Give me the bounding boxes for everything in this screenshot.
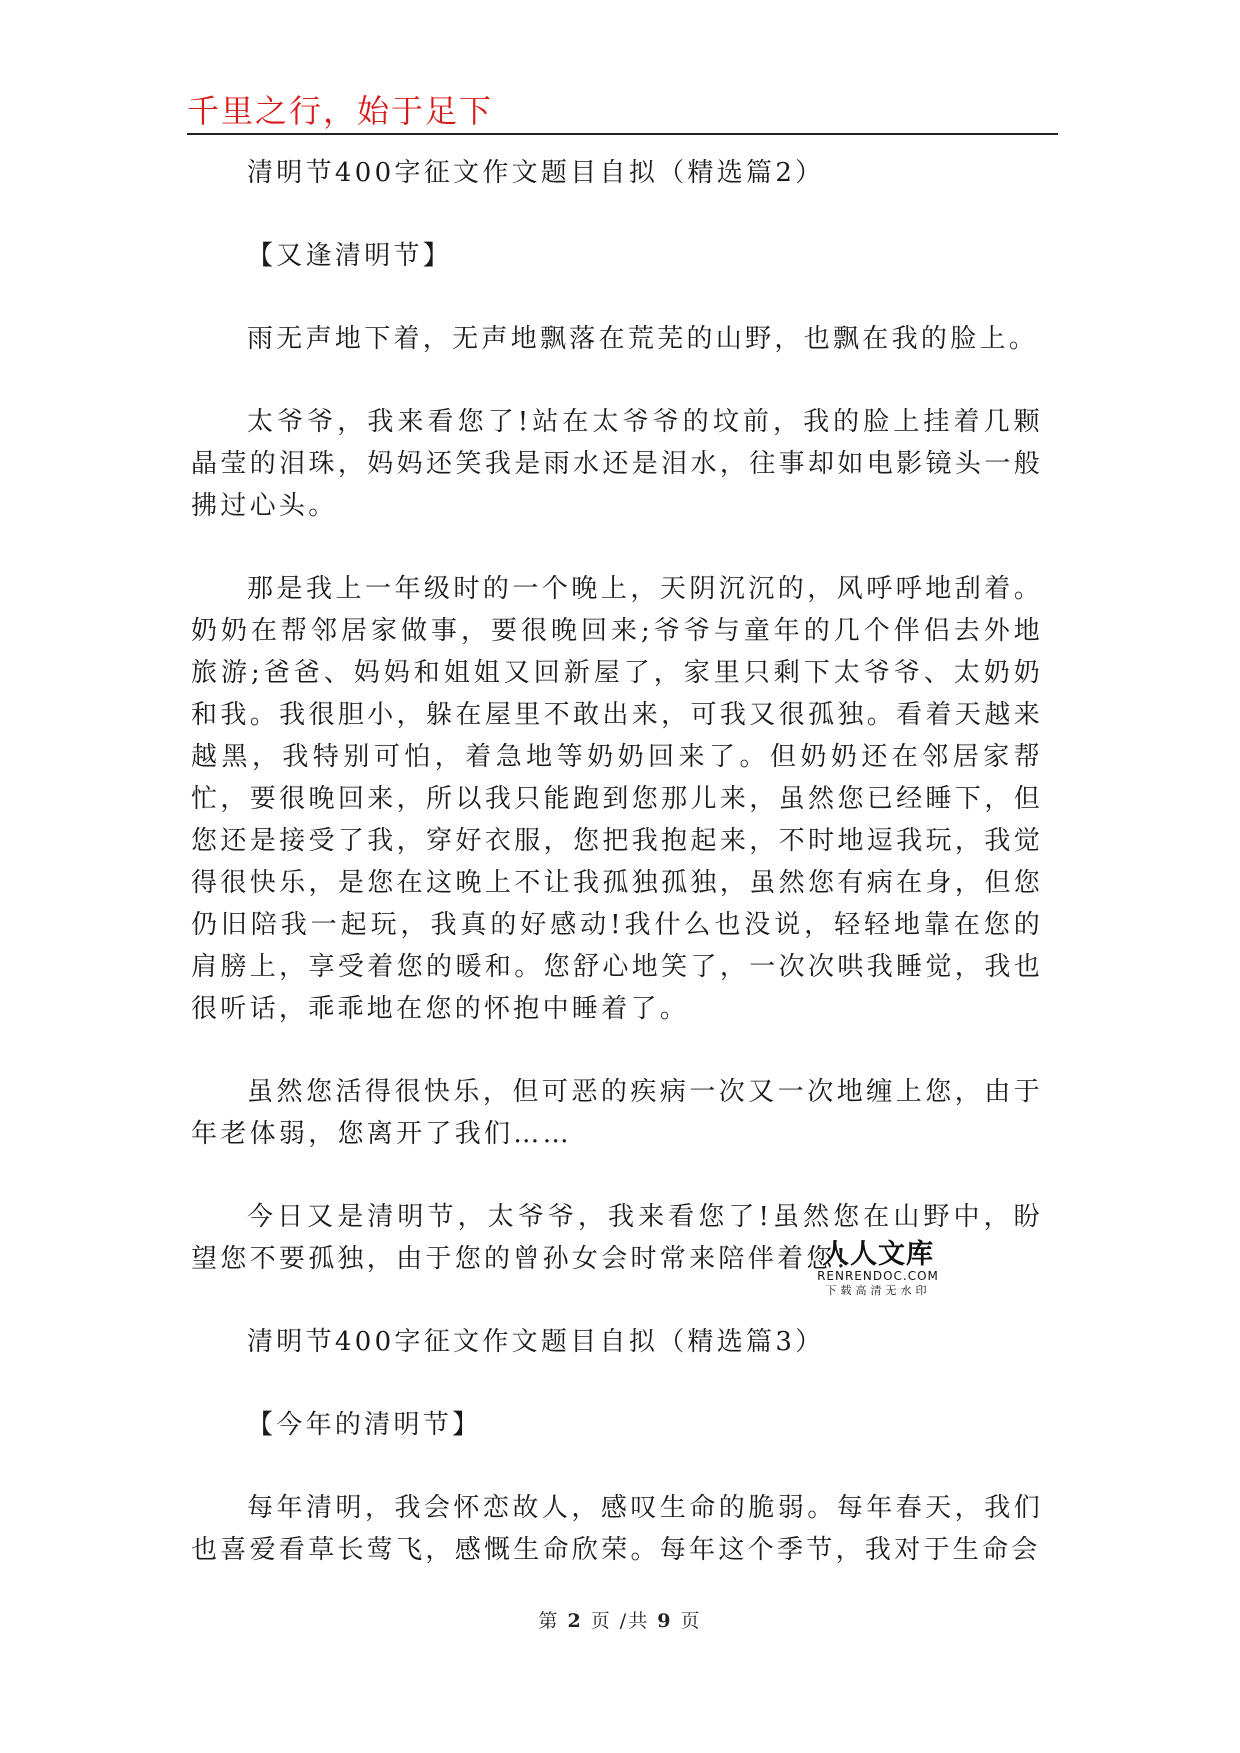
header-divider (187, 133, 1058, 135)
page-footer (0, 1606, 1240, 1633)
watermark-brand: 人人文库 (822, 1239, 934, 1270)
paragraph-2: 太爷爷，我来看您了!站在太爷爷的坟前，我的脸上挂着几颗晶莹的泪珠，妈妈还笑我是雨水还是泪水，往事却如电影镜头一般拂过心头。 (191, 407, 1043, 521)
section-title-2: 清明节400字征文作文题目自拟（精选篇2） (247, 158, 825, 188)
paragraph-5: 今日又是清明节，太爷爷，我来看您了!虽然您在山野中，盼望您不要孤独，由于您的曾孙女会时常来陪伴着您! (191, 1202, 1043, 1274)
paragraph-3: 那是我上一年级时的一个晚上，天阴沉沉的，风呼呼地刮着。奶奶在帮邻居家做事，要很晚回来;爷爷与童年的几个伴侣去外地旅游;爸爸、妈妈和姐姐又回新屋了，家里只剩下太爷爷、太奶奶和我。我很胆小，躲在屋里不敢出来，可我又很孤独。看着天越来越黑，我特别可怕，着急地等奶奶回来了。但奶奶还在邻居家帮忙，要很晚回来，所以我只能跑到您那儿来，虽然您已经睡下，但您还是接受了我，穿好衣服，您把我抱起来，不时地逗我玩，我觉得很快乐，是您在这晚上不让我孤独孤独，虽然您有病在身，但您仍旧陪我一起玩，我真的好感动!我什么也没说，轻轻地靠在您的肩膀上，享受着您的暖和。您舒心地笑了，一次次哄我睡觉，我也很听话，乖乖地在您的怀抱中睡着了。 (191, 574, 1043, 1024)
watermark-logo (808, 1241, 948, 1296)
footer-prefix: 第 (538, 1610, 560, 1632)
section-heading-3: 【今年的清明节】 (247, 1410, 482, 1440)
paragraph-6: 每年清明，我会怀恋故人，感叹生命的脆弱。每年春天，我们也喜爱看草长莺飞，感慨生命欣荣。每年这个季节，我对于生命会 (191, 1493, 1043, 1565)
current-page-number: 2 (567, 1610, 583, 1632)
watermark-url: RENRENDOC.COM (817, 1269, 939, 1283)
footer-suffix: 页 (680, 1610, 702, 1632)
section-heading-2: 【又逢清明节】 (247, 241, 453, 271)
section-title-3: 清明节400字征文作文题目自拟（精选篇3） (247, 1327, 825, 1357)
footer-middle: 页 /共 (590, 1610, 650, 1632)
watermark-note: 下载高清无水印 (825, 1284, 931, 1297)
header-slogan: 千里之行，始于足下 (187, 92, 494, 130)
paragraph-4: 虽然您活得很快乐，但可恶的疾病一次又一次地缠上您，由于年老体弱，您离开了我们…… (191, 1077, 1043, 1149)
total-page-number: 9 (657, 1610, 673, 1632)
paragraph-1: 雨无声地下着，无声地飘落在荒芜的山野，也飘在我的脸上。 (247, 324, 1039, 354)
document-body (191, 150, 1043, 1571)
